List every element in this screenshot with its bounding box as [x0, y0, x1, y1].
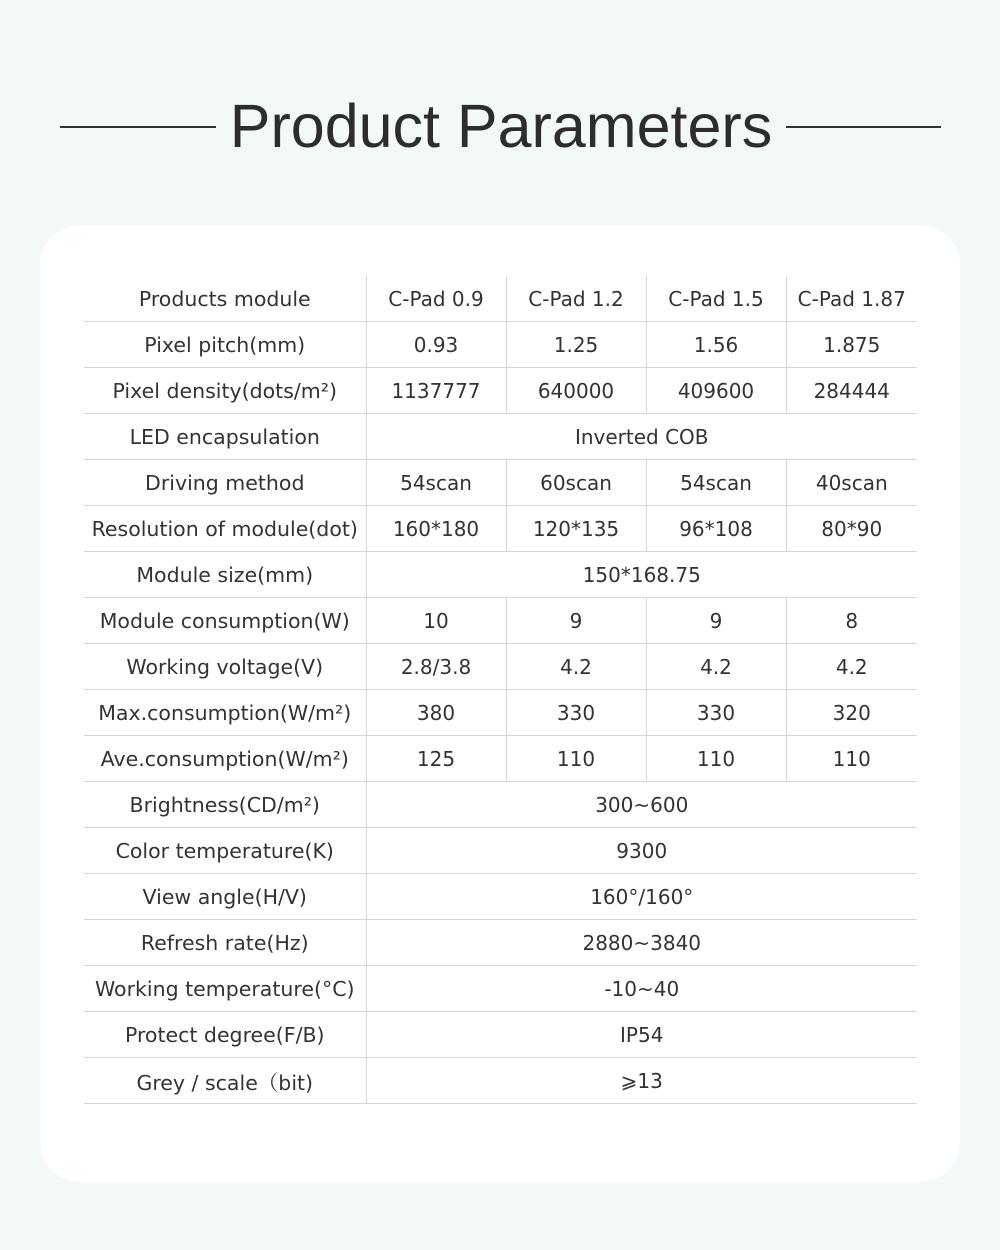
header-label-cell: Products module — [84, 276, 366, 322]
value-cell: 1.56 — [646, 322, 786, 368]
table-row — [84, 460, 917, 506]
table-row — [84, 874, 917, 920]
row-label-cell: Driving method — [84, 460, 366, 506]
header-model-cell: C-Pad 0.9 — [366, 276, 506, 322]
row-label-cell: Pixel density(dots/m²) — [84, 368, 366, 414]
value-cell: 4.2 — [506, 644, 646, 690]
merged-value-cell: 300~600 — [366, 782, 917, 828]
value-cell: 160*180 — [366, 506, 506, 552]
value-cell: 110 — [786, 736, 917, 782]
value-cell: 320 — [786, 690, 917, 736]
table-row — [84, 414, 917, 460]
title-divider-left — [60, 126, 216, 128]
merged-value-cell: 150*168.75 — [366, 552, 917, 598]
value-cell: 120*135 — [506, 506, 646, 552]
table-row — [84, 1012, 917, 1058]
row-label-cell: Max.consumption(W/m²) — [84, 690, 366, 736]
table-row — [84, 920, 917, 966]
table-row — [84, 966, 917, 1012]
row-label-cell: Resolution of module(dot) — [84, 506, 366, 552]
table-row — [84, 552, 917, 598]
table-row — [84, 782, 917, 828]
value-cell: 1137777 — [366, 368, 506, 414]
merged-value-cell: 2880~3840 — [366, 920, 917, 966]
table-row — [84, 322, 917, 368]
value-cell: 80*90 — [786, 506, 917, 552]
value-cell: 40scan — [786, 460, 917, 506]
value-cell: 8 — [786, 598, 917, 644]
merged-value-cell: -10~40 — [366, 966, 917, 1012]
row-label-cell: Grey / scale（bit) — [84, 1058, 366, 1104]
table-header-row — [84, 276, 917, 322]
value-cell: 330 — [506, 690, 646, 736]
value-cell: 54scan — [366, 460, 506, 506]
value-cell: 2.8/3.8 — [366, 644, 506, 690]
spec-table — [84, 276, 917, 1104]
value-cell: 640000 — [506, 368, 646, 414]
table-row — [84, 690, 917, 736]
table-row — [84, 368, 917, 414]
value-cell: 4.2 — [786, 644, 917, 690]
value-cell: 110 — [506, 736, 646, 782]
row-label-cell: Working voltage(V) — [84, 644, 366, 690]
table-row — [84, 644, 917, 690]
value-cell: 110 — [646, 736, 786, 782]
row-label-cell: LED encapsulation — [84, 414, 366, 460]
value-cell: 284444 — [786, 368, 917, 414]
row-label-cell: View angle(H/V) — [84, 874, 366, 920]
value-cell: 125 — [366, 736, 506, 782]
page-title: Product Parameters — [229, 92, 773, 160]
value-cell: 380 — [366, 690, 506, 736]
value-cell: 60scan — [506, 460, 646, 506]
header-model-cell: C-Pad 1.2 — [506, 276, 646, 322]
merged-value-cell: IP54 — [366, 1012, 917, 1058]
merged-value-cell: 160°/160° — [366, 874, 917, 920]
table-row — [84, 736, 917, 782]
table-row — [84, 506, 917, 552]
merged-value-cell: ⩾13 — [366, 1058, 917, 1104]
value-cell: 96*108 — [646, 506, 786, 552]
row-label-cell: Working temperature(°C) — [84, 966, 366, 1012]
value-cell: 1.875 — [786, 322, 917, 368]
value-cell: 330 — [646, 690, 786, 736]
header-model-cell: C-Pad 1.87 — [786, 276, 917, 322]
page-header — [0, 88, 1000, 164]
value-cell: 10 — [366, 598, 506, 644]
value-cell: 409600 — [646, 368, 786, 414]
value-cell: 9 — [506, 598, 646, 644]
row-label-cell: Module consumption(W) — [84, 598, 366, 644]
merged-value-cell: 9300 — [366, 828, 917, 874]
row-label-cell: Ave.consumption(W/m²) — [84, 736, 366, 782]
header-model-cell: C-Pad 1.5 — [646, 276, 786, 322]
row-label-cell: Pixel pitch(mm) — [84, 322, 366, 368]
value-cell: 54scan — [646, 460, 786, 506]
table-row — [84, 1058, 917, 1104]
row-label-cell: Brightness(CD/m²) — [84, 782, 366, 828]
value-cell: 4.2 — [646, 644, 786, 690]
row-label-cell: Refresh rate(Hz) — [84, 920, 366, 966]
table-row — [84, 828, 917, 874]
value-cell: 1.25 — [506, 322, 646, 368]
row-label-cell: Protect degree(F/B) — [84, 1012, 366, 1058]
row-label-cell: Color temperature(K) — [84, 828, 366, 874]
title-divider-right — [786, 126, 941, 128]
value-cell: 0.93 — [366, 322, 506, 368]
table-row — [84, 598, 917, 644]
value-cell: 9 — [646, 598, 786, 644]
row-label-cell: Module size(mm) — [84, 552, 366, 598]
merged-value-cell: Inverted COB — [366, 414, 917, 460]
